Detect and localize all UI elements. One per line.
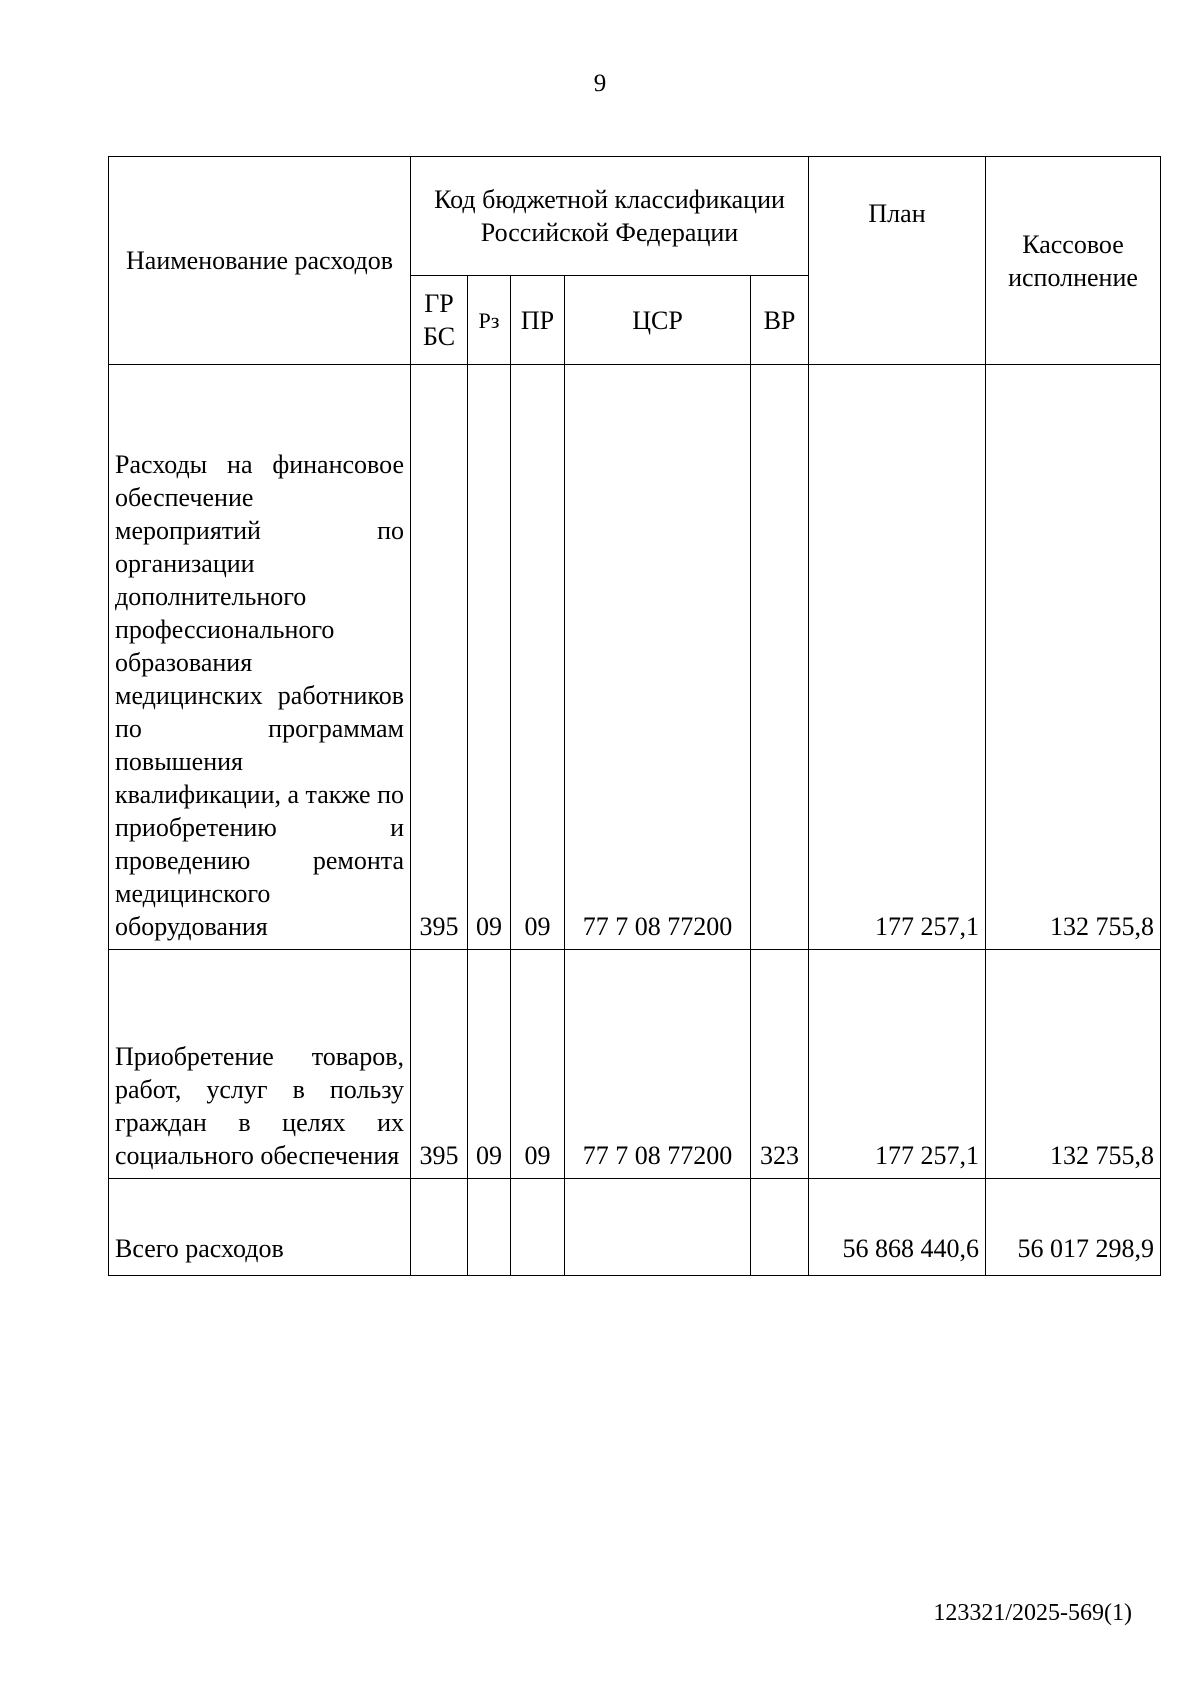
row-plan: 177 257,1 — [809, 950, 986, 1179]
row-rz — [468, 1179, 511, 1276]
row-csr: 77 7 08 77200 — [565, 365, 751, 950]
header-plan: План — [809, 157, 986, 365]
document-id: 123321/2025-569(1) — [933, 1600, 1132, 1626]
row-vr: 323 — [751, 950, 809, 1179]
row-vr — [751, 365, 809, 950]
row-csr — [565, 1179, 751, 1276]
row-grbs: 395 — [411, 365, 468, 950]
header-csr: ЦСР — [565, 276, 751, 365]
page-number: 9 — [593, 70, 607, 97]
row-kassovoe: 56 017 298,9 — [986, 1179, 1161, 1276]
row-name: Расходы на финансовое обеспечение мероприятий по организации дополнительного профессионального образования медицинских работников по программам повышения квалификации, а также по приобретению и проведению ремонта медицинского оборудования — [109, 365, 411, 950]
row-vr — [751, 1179, 809, 1276]
row-kassovoe: 132 755,8 — [986, 950, 1161, 1179]
row-name: Всего расходов — [109, 1179, 411, 1276]
header-kassovoe: Кассовое исполнение — [986, 157, 1161, 365]
row-rz: 09 — [468, 365, 511, 950]
row-kassovoe: 132 755,8 — [986, 365, 1161, 950]
budget-expenses-table — [108, 156, 1161, 1276]
table-row — [109, 950, 1161, 1179]
header-name: Наименование расходов — [109, 157, 411, 365]
header-kbk: Код бюджетной классификации Российской Федерации — [411, 157, 809, 276]
header-row-top — [109, 157, 1161, 276]
row-grbs — [411, 1179, 468, 1276]
row-rz: 09 — [468, 950, 511, 1179]
header-vr: ВР — [751, 276, 809, 365]
row-plan: 177 257,1 — [809, 365, 986, 950]
header-rz: Рз — [468, 276, 511, 365]
row-pr: 09 — [511, 950, 565, 1179]
header-grbs: ГР БС — [411, 276, 468, 365]
table-row-total — [109, 1179, 1161, 1276]
row-pr — [511, 1179, 565, 1276]
row-grbs: 395 — [411, 950, 468, 1179]
row-plan: 56 868 440,6 — [809, 1179, 986, 1276]
header-pr: ПР — [511, 276, 565, 365]
row-csr: 77 7 08 77200 — [565, 950, 751, 1179]
table-row — [109, 365, 1161, 950]
row-pr: 09 — [511, 365, 565, 950]
row-name: Приобретение товаров, работ, услуг в пользу граждан в целях их социального обеспечения — [109, 950, 411, 1179]
